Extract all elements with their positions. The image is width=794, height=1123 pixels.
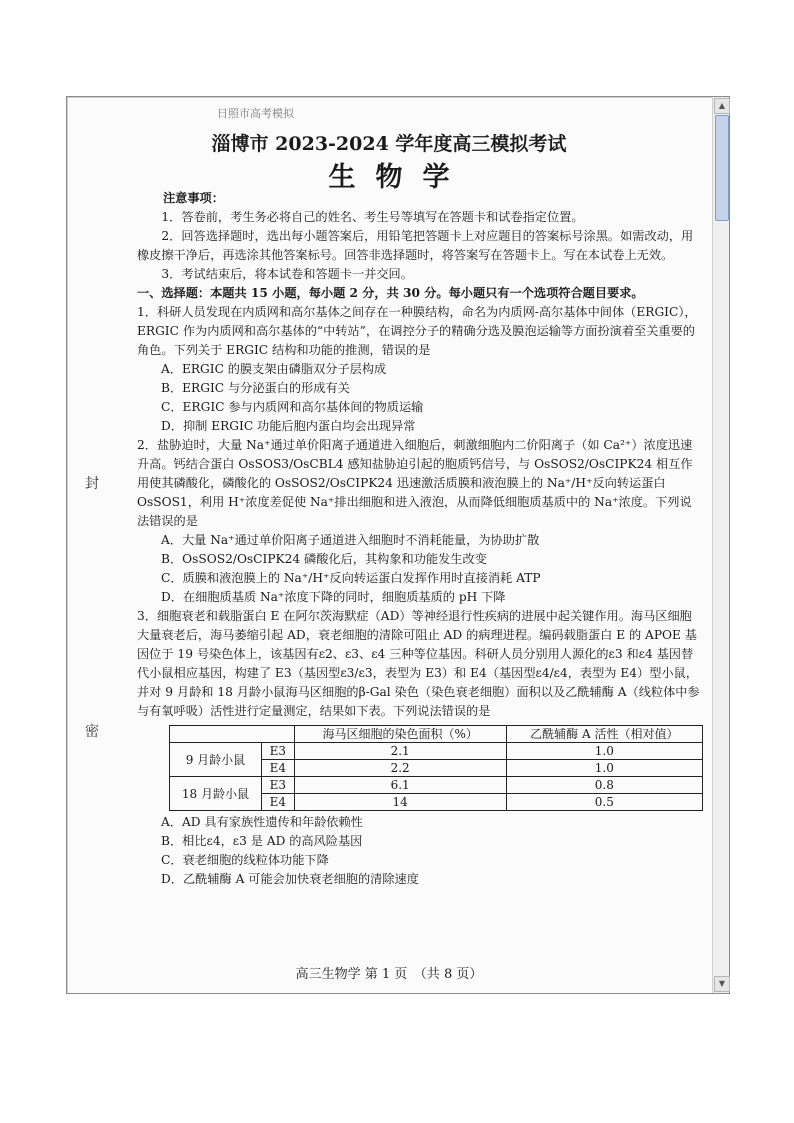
scroll-down-arrow-icon[interactable]: ▼ [714,976,730,992]
table-row [170,777,703,794]
section-heading: 一、选择题：本题共 15 小题，每小题 2 分，共 30 分。每小题只有一个选项符合题目要求。 [137,286,644,300]
page-footer: 高三生物学 第 1 页 （共 8 页） [295,967,483,982]
scroll-up-arrow-icon[interactable]: ▲ [714,98,730,114]
question-option: D．在细胞质基质 Na⁺浓度下降的同时，细胞质基质的 pH 下降 [161,590,506,604]
question-option: A．AD 具有家族性遗传和年龄依赖性 [161,815,363,829]
results-table [169,725,703,811]
exam-title: 淄博市 2023-2024 学年度高三模拟考试 [211,133,567,155]
question-stem: 1．科研人员发现在内质网和高尔基体之间存在一种膜结构，命名为内质网-高尔基体中间体（ERGIC），ERGIC 作为内质网和高尔基体的“中转站”，在调控分子的精确分选及膜泡运输等方面扮演着至关重要的角色。下列关于 ERGIC 结构和功能的推测，错误的是 [137,305,697,357]
question-stem: 2．盐胁迫时，大量 Na⁺通过单价阳离子通道进入细胞后，刺激细胞内二价阳离子（如 Ca²⁺）浓度迅速升高。钙结合蛋白 OsSOS3/OsCBL4 感知盐胁迫引起的胞质钙信号，与 OsSOS2/OsCIPK24 相互作用使其磷酸化，磷酸化的 OsSOS2/OsCIPK24 迅速激活质膜和液泡膜上的 Na⁺/H⁺反向转运蛋白 OsSOS1，利用 H⁺浓度差促使 Na⁺排出细胞和进入液泡，从而降低细胞质基质中的 Na⁺浓度。下列说法错误的是 [137,438,693,528]
question-stem: 3．细胞衰老和载脂蛋白 E 在阿尔茨海默症（AD）等神经退行性疾病的进展中起关键作用。海马区细胞大量衰老后，海马萎缩引起 AD，衰老细胞的清除可阻止 AD 的病理进程。编码载脂蛋白 E 的 APOE 基因位于 19 号染色体上，该基因有ε2、ε3、ε4 三种等位基因。科研人员分别用人源化的ε3 和ε4 基因替代小鼠相应基因，构建了 E3（基因型ε3/ε3，表型为 E3）和 E4（基因型ε4/ε4，表型为 E4）型小鼠，并对 9 月龄和 18 月龄小鼠海马区细胞的β-Gal 染色（染色衰老细胞）面积以及乙酰辅酶 A（线粒体中参与有氧呼吸）活性进行定量测定，结果如下表。下列说法错误的是 [137,609,700,718]
table-header-cell: 海马区细胞的染色面积（%） [294,726,506,743]
question-option: C．衰老细胞的线粒体功能下降 [161,853,329,867]
table-cell-area: 2.1 [294,743,506,760]
question-option: B．OsSOS2/OsCIPK24 磷酸化后，其构象和功能发生改变 [161,552,487,566]
table-cell-type: E3 [261,743,294,760]
table-cell-activity: 0.8 [506,777,702,794]
table-cell-area: 6.1 [294,777,506,794]
table-cell-type: E3 [261,777,294,794]
exam-content [137,189,703,889]
question-option: D．抑制 ERGIC 功能后胞内蛋白均会出现异常 [161,419,416,433]
side-mark-seal: 封 [85,476,99,492]
table-cell-type: E4 [261,794,294,811]
question-option: A．大量 Na⁺通过单价阳离子通道进入细胞时不消耗能量，为协助扩散 [161,533,540,547]
notice-heading: 注意事项： [163,191,224,205]
question-option: C．质膜和液泡膜上的 Na⁺/H⁺反向转运蛋白发挥作用时直接消耗 ATP [161,571,541,585]
table-cell-activity: 0.5 [506,794,702,811]
notice-item: 3．考试结束后，将本试卷和答题卡一并交回。 [161,267,413,281]
question-option: D．乙酰辅酶 A 可能会加快衰老细胞的清除速度 [161,872,419,886]
side-mark-secret: 密 [85,724,99,740]
table-cell-area: 14 [294,794,506,811]
notice-item: 1．答卷前，考生务必将自己的姓名、考生号等填写在答题卡和试卷指定位置。 [161,210,584,224]
table-header-row [170,726,703,743]
table-cell-activity: 1.0 [506,760,702,777]
table-header-cell: 乙酰辅酶 A 活性（相对值） [506,726,702,743]
header-note: 日照市高考模拟 [217,107,294,120]
table-cell-age: 18 月龄小鼠 [170,777,262,811]
question-option: B．ERGIC 与分泌蛋白的形成有关 [161,381,350,395]
exam-page [67,97,711,993]
table-cell-area: 2.2 [294,760,506,777]
table-cell-age: 9 月龄小鼠 [170,743,262,777]
question-option: B．相比ε4，ε3 是 AD 的高风险基因 [161,834,363,848]
question-option: C．ERGIC 参与内质网和高尔基体间的物质运输 [161,400,424,414]
table-row [170,743,703,760]
vertical-scrollbar[interactable] [712,97,729,993]
notice-item: 2．回答选择题时，选出每小题答案后，用铅笔把答题卡上对应题目的答案标号涂黑。如需改动，用橡皮擦干净后，再选涂其他答案标号。回答非选择题时，将答案写在答题卡上。写在本试卷上无效。 [137,229,694,262]
table-header-cell [170,726,295,743]
question-option: A．ERGIC 的膜支架由磷脂双分子层构成 [161,362,387,376]
scrollbar-thumb[interactable] [715,115,729,221]
table-cell-type: E4 [261,760,294,777]
table-cell-activity: 1.0 [506,743,702,760]
document-viewer-frame [66,96,730,994]
exam-subject: 生物学 [328,162,470,193]
